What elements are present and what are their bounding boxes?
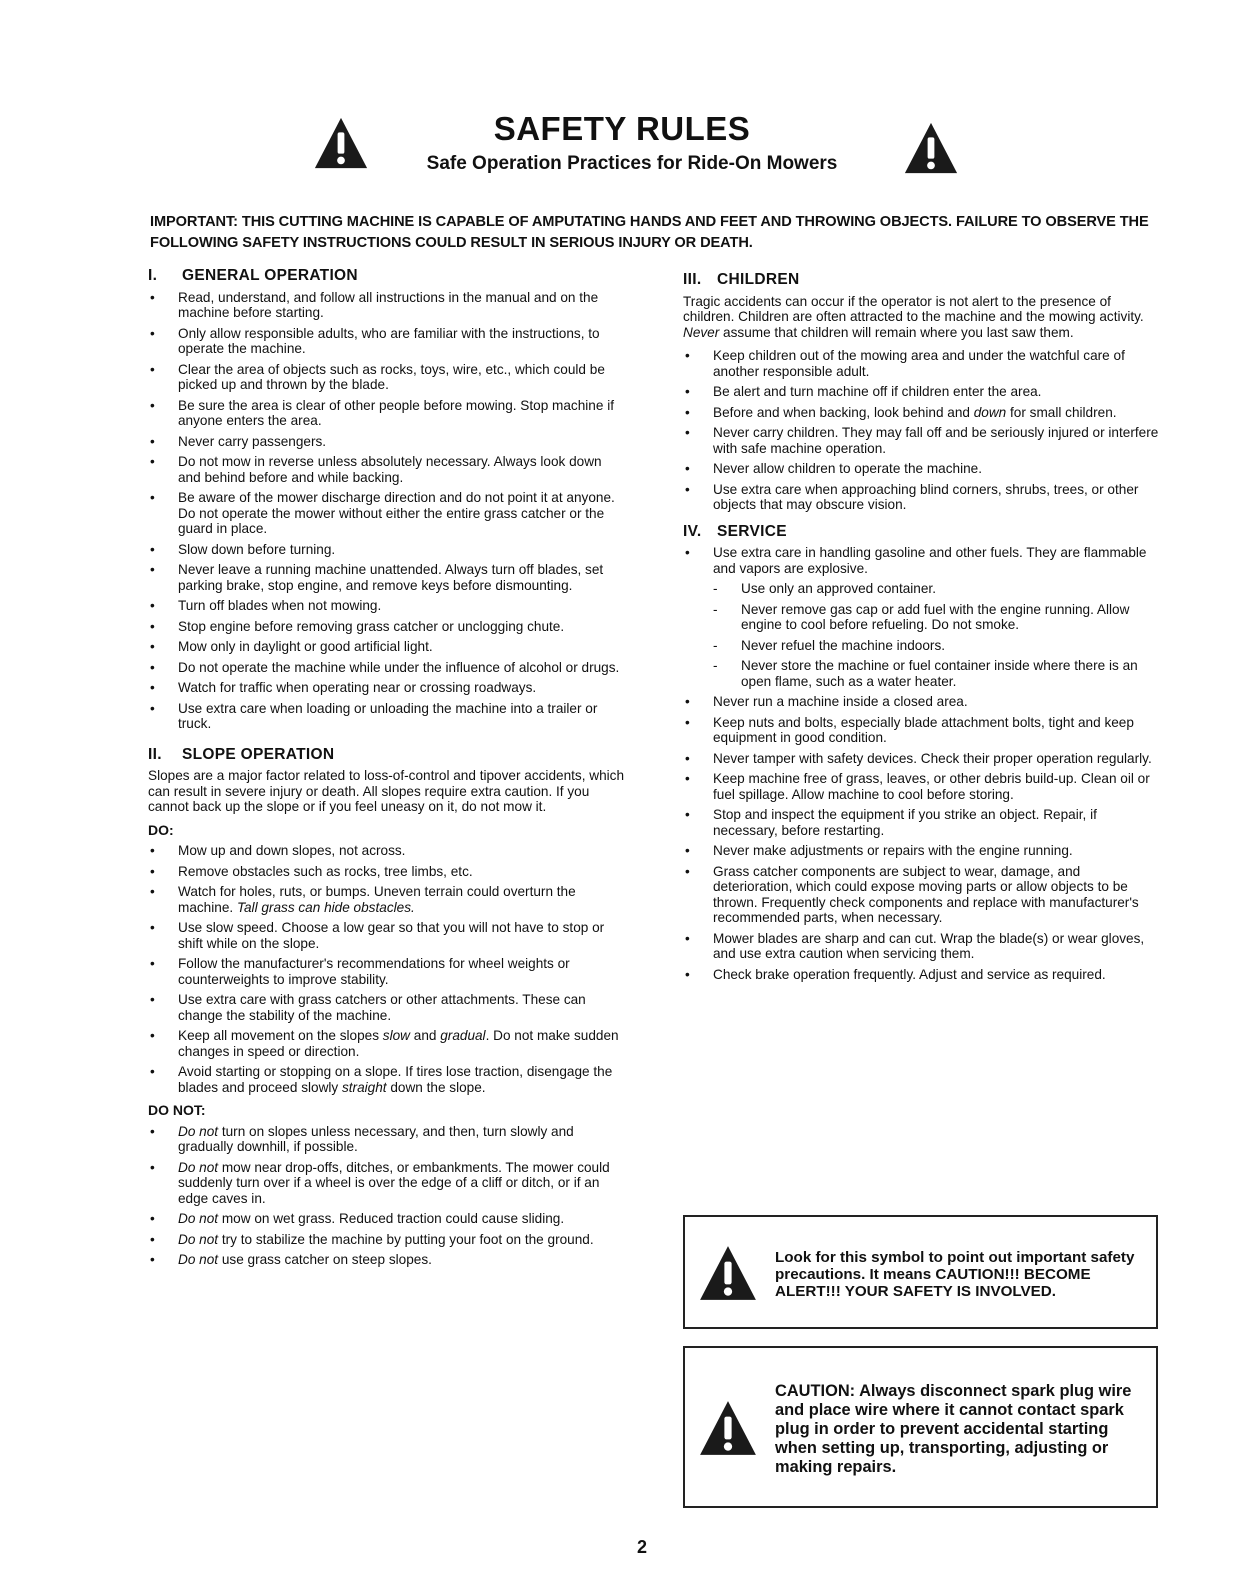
list-item: • Never tamper with safety devices. Check their proper operation regularly. [683,751,1160,767]
list-item: • Never allow children to operate the machine. [683,461,1160,477]
list-item: • Do not mow on wet grass. Reduced traction could cause sliding. [148,1211,625,1227]
list-item: • Mow only in daylight or good artificial light. [148,639,625,655]
sub-list-item: - Use only an approved container. [683,581,1160,597]
list-item: • Use extra care with grass catchers or other attachments. These can change the stability of the machine. [148,992,625,1023]
list-item: • Be sure the area is clear of other people before mowing. Stop machine if anyone enters the area. [148,398,625,429]
section-service-heading: IV. SERVICE [683,522,787,540]
list-item: • Use slow speed. Choose a low gear so that you will not have to stop or shift while on the slope. [148,920,625,951]
list-item: • Keep all movement on the slopes slow and gradual. Do not make sudden changes in speed or direction. [148,1028,625,1059]
sub-list-item: - Never refuel the machine indoors. [683,638,1160,654]
caution-box [683,1346,1158,1508]
important-text: THIS CUTTING MACHINE IS CAPABLE OF AMPUTATING HANDS AND FEET AND THROWING OBJECTS. FAILURE TO OBSERVE THE FOLLOWING SAFETY INSTRUCTIONS COULD RESULT IN SERIOUS INJURY OR DEATH. [150,214,1149,251]
caution-text: CAUTION: Always disconnect spark plug wire and place wire where it cannot contact spark plug in order to prevent accidental starting when setting up, transporting, adjusting or making repairs. [775,1381,1132,1476]
warning-triangle-icon [697,1243,759,1305]
list-item: • Be alert and turn machine off if children enter the area. [683,384,1160,400]
list-item: • Do not mow near drop-offs, ditches, or embankments. The mower could suddenly turn over if a wheel is over the edge of a cliff or ditch, or if an edge caves in. [148,1160,625,1207]
children-intro: Tragic accidents can occur if the operator is not alert to the presence of children. Children are often attracted to the machine and the mowing activity. Never assume that children will remain where you last saw them. [683,293,1144,340]
list-item: • Stop and inspect the equipment if you strike an object. Repair, if necessary, before restarting. [683,807,1160,838]
service-list [683,545,1160,982]
list-item: • Remove obstacles such as rocks, tree limbs, etc. [148,864,625,880]
list-item: • Mow up and down slopes, not across. [148,843,625,859]
list-item: • Read, understand, and follow all instructions in the manual and on the machine before starting. [148,290,625,321]
donot-list [148,1124,625,1268]
do-label: DO: [148,821,174,838]
list-item: • Clear the area of objects such as rocks, toys, wire, etc., which could be picked up and thrown by the blade. [148,362,625,393]
important-notice [150,212,1160,254]
list-item: • Keep children out of the mowing area and under the watchful care of another responsible adult. [683,348,1160,379]
list-item: • Slow down before turning. [148,542,625,558]
list-item: • Use extra care when loading or unloading the machine into a trailer or truck. [148,701,625,732]
list-item: • Before and when backing, look behind and down for small children. [683,405,1160,421]
list-item: • Be aware of the mower discharge direction and do not point it at anyone. Do not operate the mower without either the entire grass catcher or the guard in place. [148,490,625,537]
list-item: • Stop engine before removing grass catcher or unclogging chute. [148,619,625,635]
list-item: • Watch for traffic when operating near or crossing roadways. [148,680,625,696]
list-item: • Grass catcher components are subject to wear, damage, and deterioration, which could expose moving parts or allow objects to be thrown. Frequently check components and replace with manufacturer's recommended parts, when necessary. [683,864,1160,926]
page-number: 2 [636,1537,647,1557]
list-item: • Do not mow in reverse unless absolutely necessary. Always look down and behind before and while backing. [148,454,625,485]
list-item: • Never run a machine inside a closed area. [683,694,1160,710]
list-item: • Never carry children. They may fall off and be seriously injured or interfere with safe machine operation. [683,425,1160,456]
list-item: • Only allow responsible adults, who are familiar with the instructions, to operate the machine. [148,326,625,357]
page-title: SAFETY RULES [493,110,751,147]
list-item: • Do not operate the machine while under the influence of alcohol or drugs. [148,660,625,676]
list-item: • Use extra care in handling gasoline and other fuels. They are flammable and vapors are explosive. [683,545,1160,576]
list-item: • Check brake operation frequently. Adjust and service as required. [683,967,1160,983]
warning-triangle-icon [697,1398,759,1460]
list-item: • Do not try to stabilize the machine by putting your foot on the ground. [148,1232,625,1248]
section-general-heading: I. GENERAL OPERATION [148,267,358,284]
list-item: • Watch for holes, ruts, or bumps. Uneven terrain could overturn the machine. Tall grass can hide obstacles. [148,884,625,915]
list-item: • Never make adjustments or repairs with the engine running. [683,843,1160,859]
warning-triangle-icon [902,120,960,178]
section-children-heading: III. CHILDREN [683,271,800,288]
left-column [148,268,625,1273]
list-item: • Keep nuts and bolts, especially blade attachment bolts, tight and keep equipment in good condition. [683,715,1160,746]
symbol-notice-text: Look for this symbol to point out important safety precautions. It means CAUTION!!! BECOME ALERT!!! YOUR SAFETY IS INVOLVED. [775,1248,1135,1300]
page-subtitle: Safe Operation Practices for Ride-On Mowers [426,153,838,174]
list-item: • Follow the manufacturer's recommendations for wheel weights or counterweights to improve stability. [148,956,625,987]
list-item: • Avoid starting or stopping on a slope. If tires lose traction, disengage the blades and proceed slowly straight down the slope. [148,1064,625,1095]
list-item: • Never carry passengers. [148,434,625,450]
list-item: • Never leave a running machine unattended. Always turn off blades, set parking brake, stop engine, and remove keys before dismounting. [148,562,625,593]
list-item: • Turn off blades when not mowing. [148,598,625,614]
list-item: • Do not use grass catcher on steep slopes. [148,1252,625,1268]
right-column [683,268,1160,987]
important-label: IMPORTANT: [150,214,238,230]
sub-list-item: - Never store the machine or fuel container inside where there is an open flame, such as a water heater. [683,658,1160,689]
symbol-notice-box [683,1215,1158,1329]
general-operation-list [148,290,625,732]
section-slope-heading: II. SLOPE OPERATION [148,745,335,763]
children-list [683,348,1160,513]
slope-intro: Slopes are a major factor related to loss-of-control and tipover accidents, which can result in severe injury or death. All slopes require extra caution. If you cannot back up the slope or if you feel uneasy on it, do not mow it. [148,768,625,814]
list-item: • Use extra care when approaching blind corners, shrubs, trees, or other objects that may obscure vision. [683,482,1160,513]
donot-label: DO NOT: [148,1102,206,1118]
do-list [148,843,625,1095]
list-item: • Do not turn on slopes unless necessary, and then, turn slowly and gradually downhill, if possible. [148,1124,625,1155]
list-item: • Mower blades are sharp and can cut. Wrap the blade(s) or wear gloves, and use extra caution when servicing them. [683,931,1160,962]
list-item: • Keep machine free of grass, leaves, or other debris build-up. Clean oil or fuel spillage. Allow machine to cool before storing. [683,771,1160,802]
sub-list-item: - Never remove gas cap or add fuel with the engine running. Allow engine to cool before refueling. Do not smoke. [683,602,1160,633]
